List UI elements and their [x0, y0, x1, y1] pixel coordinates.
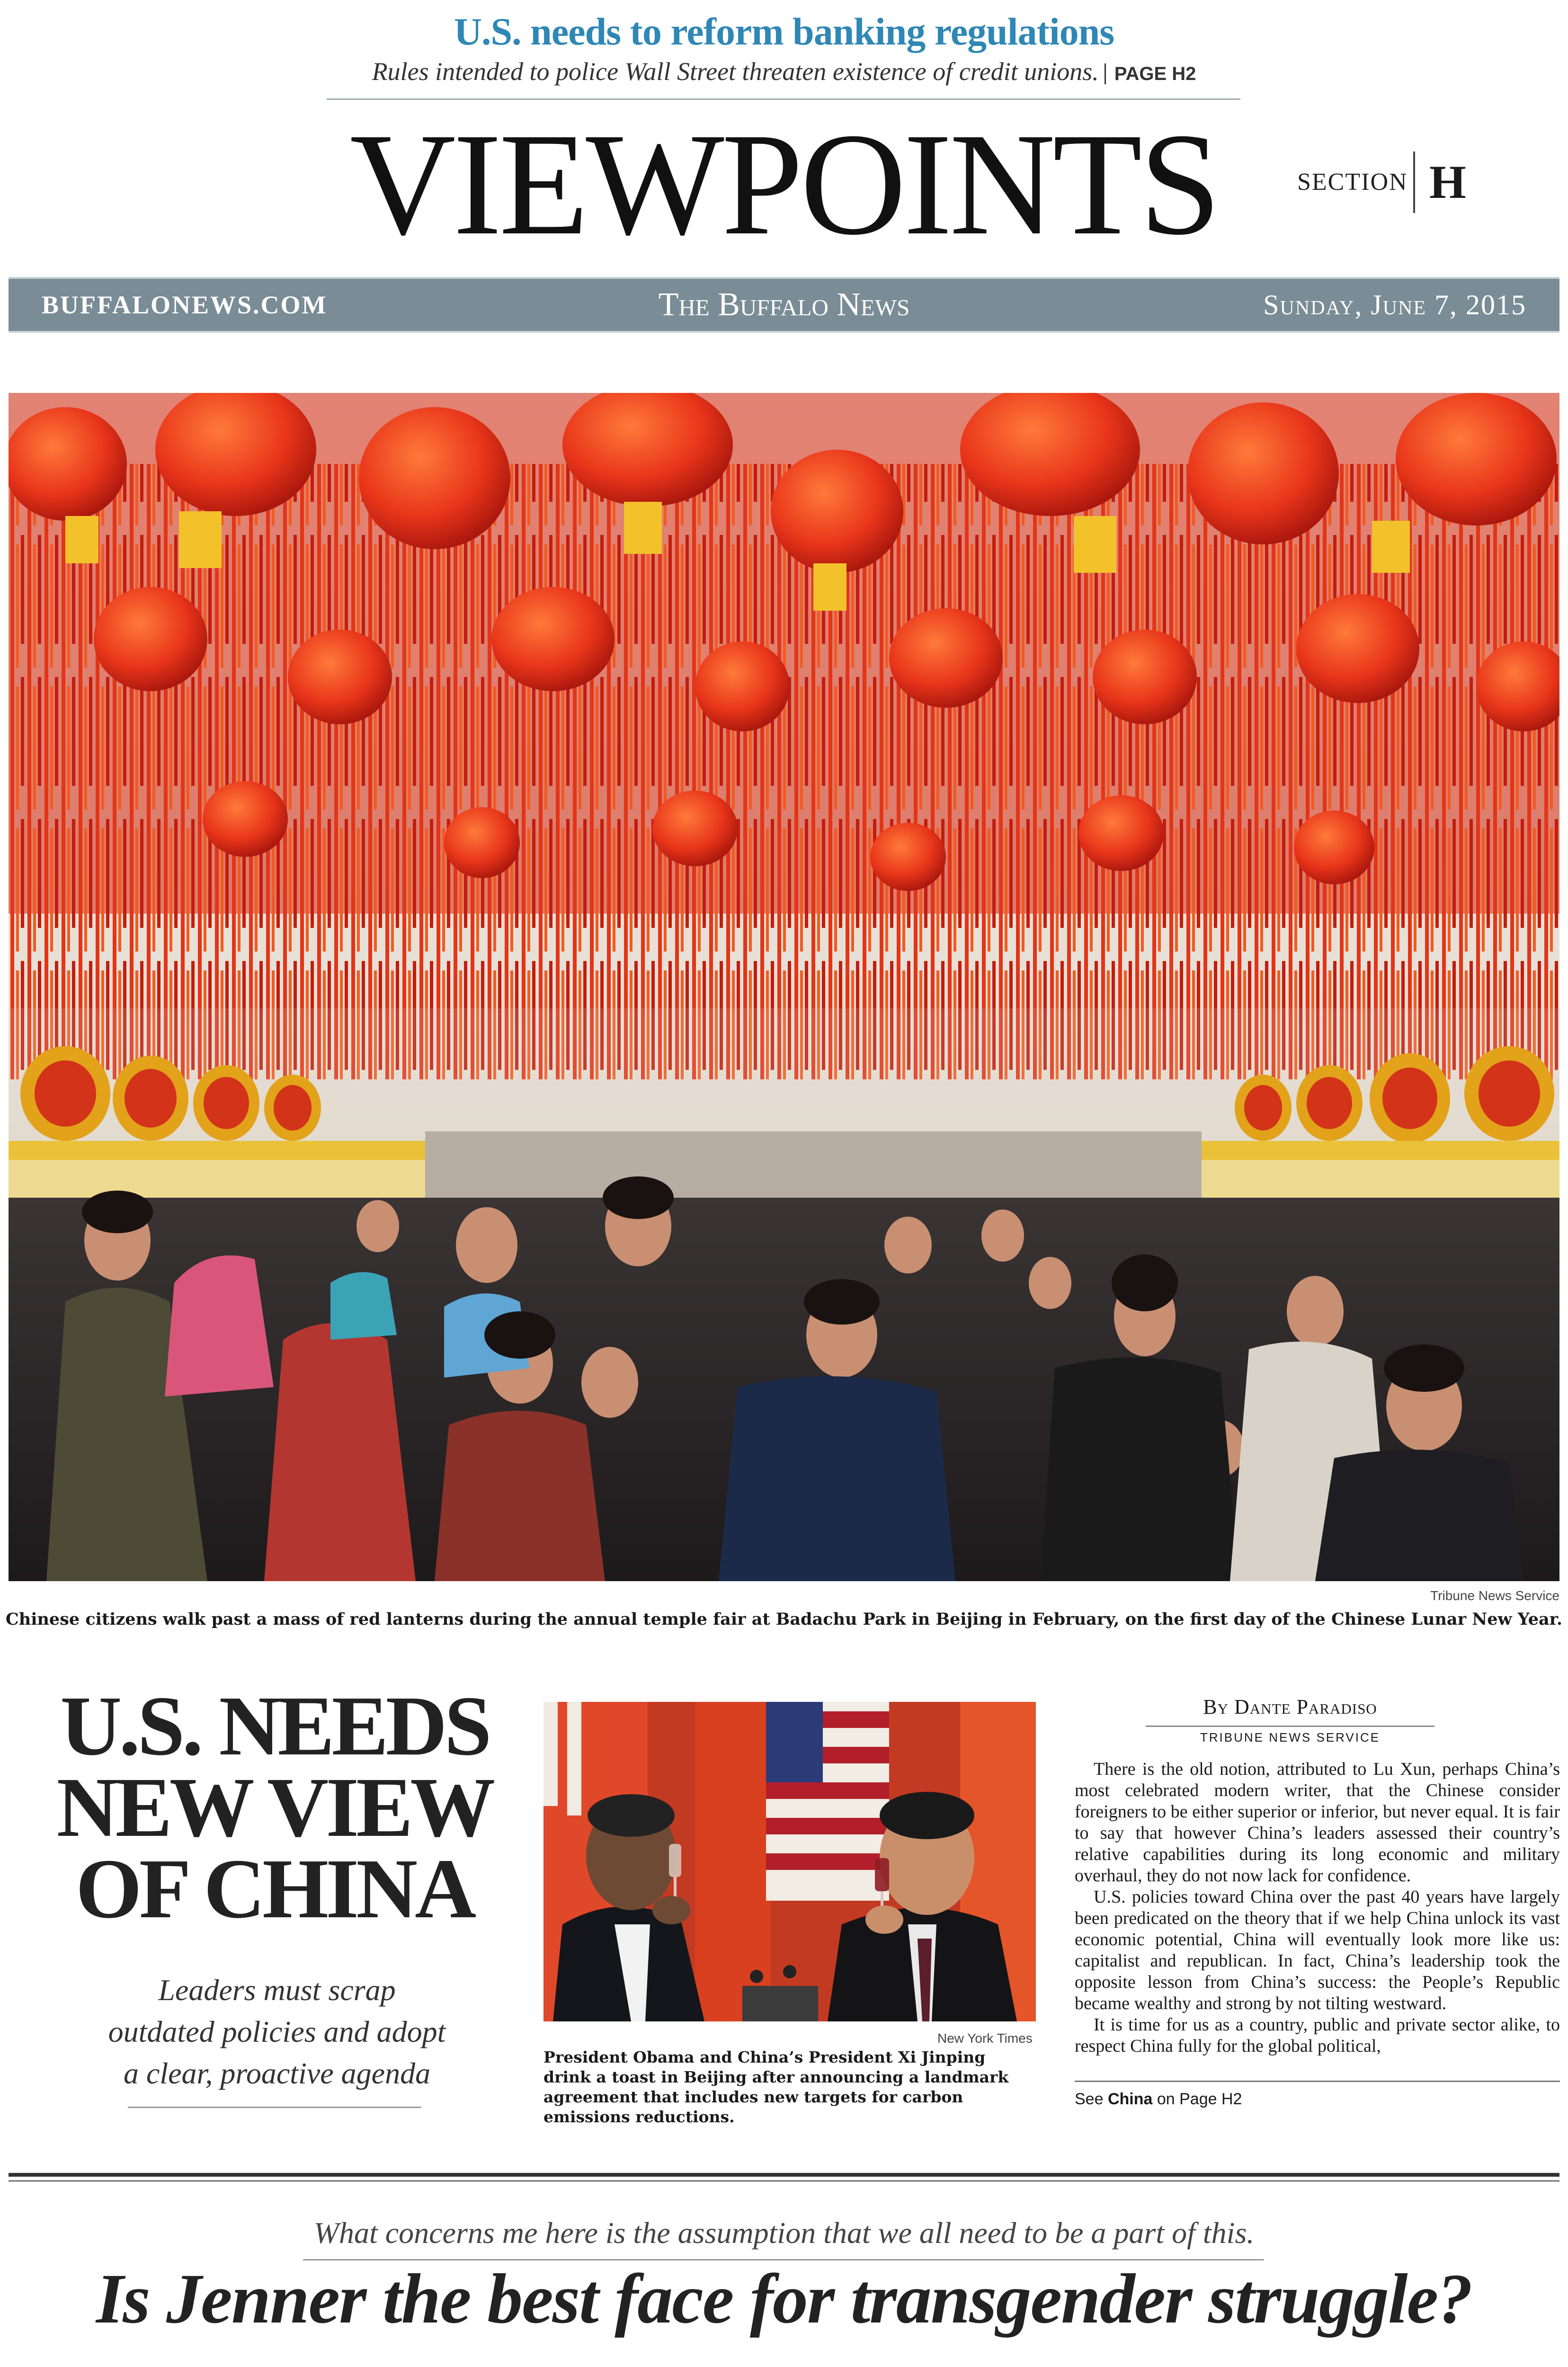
hero-photo-lanterns [9, 393, 1559, 1581]
feature-photo-credit: New York Times [937, 2031, 1033, 2046]
china-deck-line: a clear, proactive agenda [123, 2056, 431, 2090]
jump-prefix: See [1075, 2090, 1104, 2108]
article-paragraph: It is time for us as a country, public and private sector alike, to respect China fully for the global political, [1075, 2015, 1560, 2056]
issue-date: Sunday, June 7, 2015 [1263, 289, 1526, 320]
china-article-body [1075, 1759, 1560, 2088]
section-divider-thin [9, 2180, 1559, 2181]
hero-photo-credit: Tribune News Service [1430, 1588, 1559, 1603]
masthead-banner [9, 277, 1559, 333]
teaser-divider [327, 98, 1240, 100]
website-link[interactable]: BUFFALONEWS.COM [42, 291, 328, 319]
deck-divider [128, 2107, 421, 2108]
section-masthead: VIEWPOINTS [349, 103, 1219, 266]
jump-suffix: on Page H2 [1157, 2090, 1242, 2108]
china-byline: By Dante Paradiso [1146, 1695, 1434, 1727]
teaser-headline[interactable]: U.S. needs to reform banking regulations [454, 10, 1114, 53]
china-headline[interactable] [52, 1679, 497, 1936]
section-label: SECTION [1297, 169, 1408, 196]
china-jump-link[interactable] [1075, 2090, 1242, 2109]
hero-caption: Chinese citizens walk past a mass of red lanterns during the annual temple fair at Badachu Park in Beijing in February, on the first day of the Chinese Lunar New Year. [5, 1610, 1563, 1629]
article-paragraph: There is the old notion, attributed to Lu Xun, perhaps China’s most celebrated modern writer, that the Chinese consider foreigners to be either superior or inferior, but never equal. It is fair to say that however China’s leaders assessed their country’s relative capabilities during its long economic and military overhaul, they do not now lack for confidence. [1075, 1759, 1560, 1886]
teaser-subhead [0, 57, 1568, 86]
article-paragraph: U.S. policies toward China over the past 40 years have largely been predicated on the theory that if we help China unlock its vast economic potential, China will eventually look more like us: capitalist and republican. In fact, China’s leadership took the opposite lesson from China’s success: the People’s Republic became wealthy and strong by not tilting westward. [1075, 1887, 1560, 2013]
teaser-subhead-text: Rules intended to police Wall Street threaten existence of credit unions. [372, 57, 1099, 86]
paper-name: The Buffalo News [658, 286, 910, 323]
china-headline-line: U.S. NEEDS [60, 1679, 489, 1773]
teaser-page-ref[interactable]: PAGE H2 [1105, 63, 1196, 84]
china-headline-line: OF CHINA [75, 1842, 474, 1936]
china-deck-line: Leaders must scrap [158, 1973, 396, 2007]
feature-photo-caption: President Obama and China’s President Xi Jinping drink a toast in Beijing after announcing a landmark agreement that includes new targets for carbon emissions reductions. [543, 2048, 1009, 2126]
china-deck [71, 1969, 483, 2094]
jenner-headline[interactable]: Is Jenner the best face for transgender struggle? [96, 2260, 1472, 2338]
jenner-pull-quote: What concerns me here is the assumption that we all need to be a part of this. [313, 2216, 1255, 2250]
section-divider-heavy [9, 2173, 1559, 2177]
obama-xi-toast-photo [543, 1702, 1036, 2021]
section-letter: H [1413, 151, 1466, 213]
china-deck-line: outdated policies and adopt [108, 2015, 446, 2048]
china-headline-line: NEW VIEW [56, 1760, 493, 1854]
jump-keyword: China [1107, 2090, 1153, 2108]
jump-divider [1075, 2081, 1560, 2082]
china-byline-org: TRIBUNE NEWS SERVICE [1200, 1730, 1381, 1744]
